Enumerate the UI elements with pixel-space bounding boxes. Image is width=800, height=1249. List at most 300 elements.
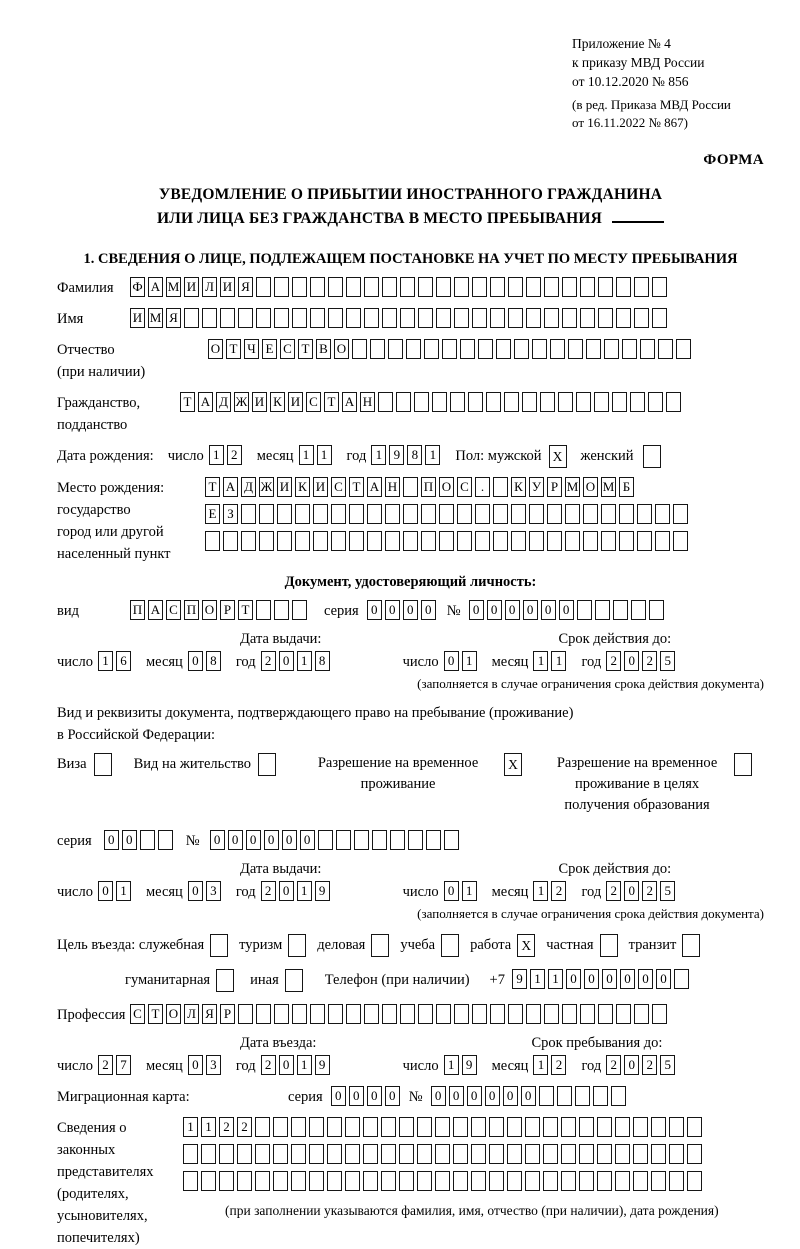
cell[interactable]: [367, 504, 382, 524]
cell[interactable]: [309, 1117, 324, 1137]
cell[interactable]: [273, 1144, 288, 1164]
cell[interactable]: 0: [485, 1086, 500, 1106]
cell[interactable]: [453, 1117, 468, 1137]
cell[interactable]: [201, 1144, 216, 1164]
cell[interactable]: [345, 1117, 360, 1137]
cell[interactable]: [475, 531, 490, 551]
cell[interactable]: 0: [602, 969, 617, 989]
cell[interactable]: Д: [216, 392, 231, 412]
cell[interactable]: М: [601, 477, 616, 497]
cell[interactable]: [381, 1144, 396, 1164]
cell[interactable]: [309, 1171, 324, 1191]
cell[interactable]: [424, 339, 439, 359]
cell[interactable]: [183, 1171, 198, 1191]
cell[interactable]: [579, 1117, 594, 1137]
cell[interactable]: [633, 1171, 648, 1191]
cell[interactable]: [565, 504, 580, 524]
cell[interactable]: 0: [188, 881, 203, 901]
cell[interactable]: Я: [202, 1004, 217, 1024]
cell[interactable]: [399, 1144, 414, 1164]
cell[interactable]: [140, 830, 155, 850]
cell[interactable]: Р: [220, 600, 235, 620]
cell[interactable]: [364, 308, 379, 328]
cell[interactable]: [579, 1144, 594, 1164]
cell[interactable]: 0: [624, 881, 639, 901]
cell[interactable]: М: [148, 308, 163, 328]
cell[interactable]: [687, 1171, 702, 1191]
cell[interactable]: 1: [201, 1117, 216, 1137]
cell[interactable]: 0: [349, 1086, 364, 1106]
cell[interactable]: [258, 753, 276, 776]
cell[interactable]: 0: [385, 1086, 400, 1106]
cell[interactable]: [526, 308, 541, 328]
cell[interactable]: [292, 600, 307, 620]
cell[interactable]: [471, 1117, 486, 1137]
cell[interactable]: 7: [116, 1055, 131, 1075]
cell[interactable]: [622, 339, 637, 359]
cell[interactable]: М: [565, 477, 580, 497]
cell[interactable]: С: [130, 1004, 145, 1024]
cell[interactable]: [543, 1171, 558, 1191]
cell[interactable]: А: [148, 600, 163, 620]
cell[interactable]: [328, 308, 343, 328]
cell[interactable]: [408, 830, 423, 850]
cell[interactable]: [682, 934, 700, 957]
cell[interactable]: [363, 1117, 378, 1137]
cell[interactable]: 0: [541, 600, 556, 620]
cell[interactable]: 2: [606, 1055, 621, 1075]
cell[interactable]: 9: [315, 1055, 330, 1075]
cell[interactable]: 8: [407, 445, 422, 465]
cell[interactable]: [652, 308, 667, 328]
cell[interactable]: О: [334, 339, 349, 359]
cell[interactable]: Т: [226, 339, 241, 359]
cell[interactable]: 2: [642, 881, 657, 901]
cell[interactable]: [331, 504, 346, 524]
cell[interactable]: [255, 1117, 270, 1137]
cell[interactable]: [597, 1144, 612, 1164]
cell[interactable]: [390, 830, 405, 850]
cell[interactable]: [612, 392, 627, 412]
cell[interactable]: [655, 504, 670, 524]
cell[interactable]: И: [220, 277, 235, 297]
cell[interactable]: 2: [237, 1117, 252, 1137]
cell[interactable]: [673, 504, 688, 524]
cell[interactable]: [575, 1086, 590, 1106]
cell[interactable]: [328, 1004, 343, 1024]
cell[interactable]: [615, 1117, 630, 1137]
cell[interactable]: [436, 308, 451, 328]
cell[interactable]: 0: [188, 1055, 203, 1075]
cell[interactable]: Т: [238, 600, 253, 620]
cell[interactable]: [310, 1004, 325, 1024]
cell[interactable]: Е: [205, 504, 220, 524]
cell[interactable]: 1: [371, 445, 386, 465]
cell[interactable]: [630, 392, 645, 412]
cell[interactable]: [651, 1171, 666, 1191]
cell[interactable]: [255, 1144, 270, 1164]
cell[interactable]: [388, 339, 403, 359]
cell[interactable]: 1: [533, 651, 548, 671]
cell[interactable]: [382, 308, 397, 328]
cell[interactable]: [274, 1004, 289, 1024]
cell[interactable]: [529, 531, 544, 551]
cell[interactable]: [522, 392, 537, 412]
cell[interactable]: [318, 830, 333, 850]
cell[interactable]: [331, 531, 346, 551]
cell[interactable]: [403, 477, 418, 497]
cell[interactable]: 2: [219, 1117, 234, 1137]
cell[interactable]: Т: [205, 477, 220, 497]
cell[interactable]: Ф: [130, 277, 145, 297]
cell[interactable]: [594, 392, 609, 412]
cell[interactable]: [539, 1086, 554, 1106]
cell[interactable]: [529, 504, 544, 524]
cell[interactable]: [543, 1144, 558, 1164]
cell[interactable]: [580, 308, 595, 328]
cell[interactable]: [579, 1171, 594, 1191]
cell[interactable]: [526, 277, 541, 297]
cell[interactable]: [586, 339, 601, 359]
cell[interactable]: 1: [297, 651, 312, 671]
cell[interactable]: [673, 531, 688, 551]
cell[interactable]: [616, 1004, 631, 1024]
cell[interactable]: 0: [331, 1086, 346, 1106]
cell[interactable]: [454, 277, 469, 297]
cell[interactable]: [580, 1004, 595, 1024]
cell[interactable]: 2: [98, 1055, 113, 1075]
cell[interactable]: 0: [421, 600, 436, 620]
cell[interactable]: Я: [166, 308, 181, 328]
cell[interactable]: [291, 1171, 306, 1191]
cell[interactable]: [611, 1086, 626, 1106]
cell[interactable]: [363, 1171, 378, 1191]
cell[interactable]: [158, 830, 173, 850]
cell[interactable]: 2: [551, 1055, 566, 1075]
cell[interactable]: 2: [551, 881, 566, 901]
cell[interactable]: 2: [642, 651, 657, 671]
cell[interactable]: 0: [431, 1086, 446, 1106]
cell[interactable]: 0: [122, 830, 137, 850]
cell[interactable]: [382, 1004, 397, 1024]
cell[interactable]: [490, 277, 505, 297]
cell[interactable]: [295, 504, 310, 524]
cell[interactable]: [669, 1117, 684, 1137]
cell[interactable]: [292, 277, 307, 297]
cell[interactable]: [418, 277, 433, 297]
cell[interactable]: [421, 504, 436, 524]
cell[interactable]: [219, 1144, 234, 1164]
cell[interactable]: [349, 531, 364, 551]
cell[interactable]: 0: [656, 969, 671, 989]
cell[interactable]: [435, 1117, 450, 1137]
cell[interactable]: 1: [548, 969, 563, 989]
cell[interactable]: [615, 1171, 630, 1191]
cell[interactable]: А: [367, 477, 382, 497]
cell[interactable]: 2: [606, 651, 621, 671]
cell[interactable]: [435, 1171, 450, 1191]
cell[interactable]: О: [439, 477, 454, 497]
cell[interactable]: Р: [220, 1004, 235, 1024]
cell[interactable]: 1: [297, 1055, 312, 1075]
cell[interactable]: С: [166, 600, 181, 620]
cell[interactable]: [378, 392, 393, 412]
cell[interactable]: [432, 392, 447, 412]
cell[interactable]: 1: [183, 1117, 198, 1137]
cell[interactable]: [490, 1004, 505, 1024]
cell[interactable]: [256, 308, 271, 328]
cell[interactable]: [216, 969, 234, 992]
cell[interactable]: [336, 830, 351, 850]
cell[interactable]: [457, 531, 472, 551]
cell[interactable]: [259, 504, 274, 524]
cell[interactable]: [450, 392, 465, 412]
cell[interactable]: [436, 277, 451, 297]
cell[interactable]: [615, 1144, 630, 1164]
cell[interactable]: А: [223, 477, 238, 497]
cell[interactable]: Н: [385, 477, 400, 497]
cell[interactable]: [593, 1086, 608, 1106]
cell[interactable]: [442, 339, 457, 359]
cell[interactable]: [598, 308, 613, 328]
cell[interactable]: [643, 445, 661, 468]
cell[interactable]: [327, 1144, 342, 1164]
cell[interactable]: [580, 277, 595, 297]
cell[interactable]: 1: [317, 445, 332, 465]
cell[interactable]: [371, 934, 389, 957]
cell[interactable]: [219, 1171, 234, 1191]
cell[interactable]: [238, 308, 253, 328]
cell[interactable]: [526, 1004, 541, 1024]
cell[interactable]: А: [198, 392, 213, 412]
cell[interactable]: [597, 1117, 612, 1137]
cell[interactable]: [403, 504, 418, 524]
cell[interactable]: [457, 504, 472, 524]
cell[interactable]: [295, 531, 310, 551]
cell[interactable]: [544, 277, 559, 297]
cell[interactable]: [598, 277, 613, 297]
cell[interactable]: [577, 600, 592, 620]
cell[interactable]: [310, 277, 325, 297]
cell[interactable]: [403, 531, 418, 551]
cell[interactable]: [309, 1144, 324, 1164]
cell[interactable]: [478, 339, 493, 359]
cell[interactable]: [381, 1171, 396, 1191]
cell[interactable]: [310, 308, 325, 328]
cell[interactable]: 0: [246, 830, 261, 850]
cell[interactable]: Б: [619, 477, 634, 497]
cell[interactable]: [472, 308, 487, 328]
cell[interactable]: С: [331, 477, 346, 497]
cell[interactable]: [354, 830, 369, 850]
cell[interactable]: [666, 392, 681, 412]
cell[interactable]: [507, 1144, 522, 1164]
cell[interactable]: 9: [315, 881, 330, 901]
cell[interactable]: [561, 1117, 576, 1137]
cell[interactable]: [346, 1004, 361, 1024]
cell[interactable]: К: [295, 477, 310, 497]
cell[interactable]: 2: [261, 1055, 276, 1075]
cell[interactable]: [525, 1171, 540, 1191]
cell[interactable]: X: [549, 445, 567, 468]
cell[interactable]: [634, 1004, 649, 1024]
cell[interactable]: [471, 1144, 486, 1164]
cell[interactable]: [292, 1004, 307, 1024]
cell[interactable]: [604, 339, 619, 359]
cell[interactable]: [544, 1004, 559, 1024]
cell[interactable]: Р: [547, 477, 562, 497]
cell[interactable]: [576, 392, 591, 412]
cell[interactable]: 0: [228, 830, 243, 850]
cell[interactable]: [637, 504, 652, 524]
cell[interactable]: [669, 1144, 684, 1164]
cell[interactable]: 1: [209, 445, 224, 465]
cell[interactable]: 8: [206, 651, 221, 671]
cell[interactable]: [633, 1117, 648, 1137]
cell[interactable]: С: [457, 477, 472, 497]
cell[interactable]: 0: [367, 600, 382, 620]
cell[interactable]: [444, 830, 459, 850]
cell[interactable]: [557, 1086, 572, 1106]
cell[interactable]: [400, 1004, 415, 1024]
cell[interactable]: [493, 531, 508, 551]
cell[interactable]: [619, 504, 634, 524]
cell[interactable]: [543, 1117, 558, 1137]
cell[interactable]: Т: [148, 1004, 163, 1024]
cell[interactable]: [508, 308, 523, 328]
cell[interactable]: 0: [505, 600, 520, 620]
cell[interactable]: [583, 531, 598, 551]
cell[interactable]: [532, 339, 547, 359]
cell[interactable]: А: [342, 392, 357, 412]
cell[interactable]: 0: [279, 1055, 294, 1075]
cell[interactable]: 0: [279, 651, 294, 671]
cell[interactable]: [274, 308, 289, 328]
cell[interactable]: [511, 504, 526, 524]
cell[interactable]: 0: [444, 651, 459, 671]
cell[interactable]: Е: [262, 339, 277, 359]
cell[interactable]: [273, 1171, 288, 1191]
cell[interactable]: 3: [206, 1055, 221, 1075]
cell[interactable]: [504, 392, 519, 412]
cell[interactable]: [687, 1144, 702, 1164]
cell[interactable]: [648, 392, 663, 412]
cell[interactable]: [418, 308, 433, 328]
cell[interactable]: [489, 1117, 504, 1137]
cell[interactable]: [561, 1171, 576, 1191]
cell[interactable]: 9: [512, 969, 527, 989]
cell[interactable]: И: [288, 392, 303, 412]
cell[interactable]: [486, 392, 501, 412]
cell[interactable]: [496, 339, 511, 359]
cell[interactable]: [562, 308, 577, 328]
cell[interactable]: [399, 1171, 414, 1191]
cell[interactable]: 0: [385, 600, 400, 620]
cell[interactable]: [205, 531, 220, 551]
cell[interactable]: [507, 1171, 522, 1191]
cell[interactable]: 1: [462, 651, 477, 671]
cell[interactable]: 1: [551, 651, 566, 671]
cell[interactable]: [237, 1144, 252, 1164]
cell[interactable]: П: [421, 477, 436, 497]
cell[interactable]: [634, 277, 649, 297]
cell[interactable]: [460, 339, 475, 359]
cell[interactable]: [547, 504, 562, 524]
cell[interactable]: 0: [279, 881, 294, 901]
cell[interactable]: [201, 1171, 216, 1191]
cell[interactable]: [583, 504, 598, 524]
cell[interactable]: 0: [98, 881, 113, 901]
cell[interactable]: [734, 753, 752, 776]
cell[interactable]: [489, 1144, 504, 1164]
cell[interactable]: 1: [98, 651, 113, 671]
cell[interactable]: [414, 392, 429, 412]
cell[interactable]: [651, 1144, 666, 1164]
cell[interactable]: [525, 1144, 540, 1164]
cell[interactable]: 0: [559, 600, 574, 620]
cell[interactable]: К: [511, 477, 526, 497]
cell[interactable]: П: [130, 600, 145, 620]
cell[interactable]: [370, 339, 385, 359]
cell[interactable]: [345, 1171, 360, 1191]
cell[interactable]: [472, 1004, 487, 1024]
cell[interactable]: [385, 504, 400, 524]
cell[interactable]: 0: [521, 1086, 536, 1106]
cell[interactable]: О: [583, 477, 598, 497]
cell[interactable]: [652, 1004, 667, 1024]
cell[interactable]: 2: [642, 1055, 657, 1075]
cell[interactable]: 0: [282, 830, 297, 850]
cell[interactable]: [292, 308, 307, 328]
cell[interactable]: [453, 1144, 468, 1164]
cell[interactable]: [285, 969, 303, 992]
cell[interactable]: [489, 1171, 504, 1191]
cell[interactable]: [525, 1117, 540, 1137]
cell[interactable]: [633, 1144, 648, 1164]
cell[interactable]: 5: [660, 1055, 675, 1075]
cell[interactable]: [439, 504, 454, 524]
cell[interactable]: [565, 531, 580, 551]
cell[interactable]: [436, 1004, 451, 1024]
cell[interactable]: 0: [403, 600, 418, 620]
cell[interactable]: [631, 600, 646, 620]
cell[interactable]: 0: [487, 600, 502, 620]
cell[interactable]: 2: [261, 651, 276, 671]
cell[interactable]: [426, 830, 441, 850]
cell[interactable]: [328, 277, 343, 297]
cell[interactable]: [649, 600, 664, 620]
cell[interactable]: [313, 504, 328, 524]
cell[interactable]: [417, 1117, 432, 1137]
cell[interactable]: 0: [188, 651, 203, 671]
cell[interactable]: 3: [206, 881, 221, 901]
cell[interactable]: 5: [660, 881, 675, 901]
cell[interactable]: 0: [467, 1086, 482, 1106]
cell[interactable]: И: [277, 477, 292, 497]
cell[interactable]: 1: [299, 445, 314, 465]
cell[interactable]: [202, 308, 217, 328]
cell[interactable]: [508, 277, 523, 297]
cell[interactable]: [676, 339, 691, 359]
cell[interactable]: [655, 531, 670, 551]
cell[interactable]: [613, 600, 628, 620]
cell[interactable]: [669, 1171, 684, 1191]
cell[interactable]: О: [208, 339, 223, 359]
cell[interactable]: И: [130, 308, 145, 328]
cell[interactable]: [471, 1171, 486, 1191]
cell[interactable]: [346, 308, 361, 328]
cell[interactable]: [291, 1117, 306, 1137]
